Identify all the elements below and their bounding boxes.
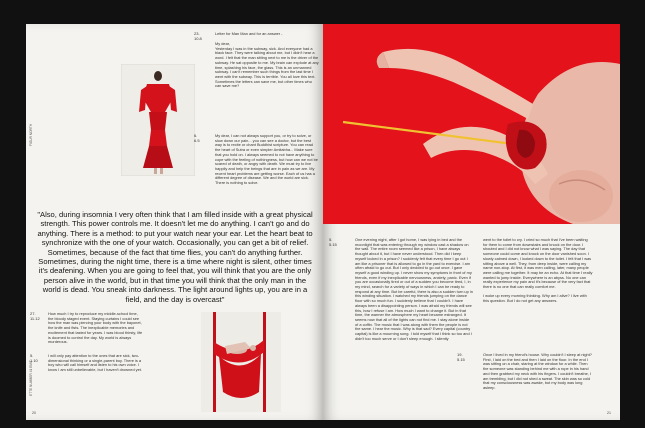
entry-number: 27. 11.12: [30, 311, 40, 321]
column-2-second-text: Once I lived in my friend's house. Why couldn't I sleep at night? First, I laid on the bed and then I laid on the floor. In the end I was sitting on a chair, staring at the window for a while. Then the someone was standing behind me with a rope in his hand and then grabbed my neck with his fingers. I couldn't breathe, I am trembling, but I did not shed a sweat. The skin was so cold that my consciousness was awake, but my body was long asleep.: [483, 352, 592, 390]
page-folio: 21: [607, 411, 611, 415]
side-label-top: FIGUR NORTH: [29, 123, 33, 146]
column-1-text: One evening night, after I got home, I was lying in bed and the moonlight that was entering through my window cast a shadow on the wall. The entire room seemed like a prison, I have always thought about it, but I have never understood. Then did I keep myself locked in a prison? I suddenly felt that every time I go out I am like a prisoner that is allowed to go in the yard to exercise. I am often afraid to go out. But I only decided to go out once. I gave myself a good winding up. I never show my symptoms in front of my friends, even if my inexplicable nervousness, anxiety, panic. Even if you are occasionally tired or out of a sudden you become tired, I, in my mind, search for a variety of ways in which I can be ready to respond at any time. But be careful, there is also a sudden turn up in this winding situation. I watched my friends jumping on the dance floor with so much fun. I suddenly believe that I couldn't. I have always been a disappointing person. I was afraid my friends will see this, how I refuse I am. How much I want to change it. But in that time, the warmer the atmosphere my heart became estranged. It seems now that all of the lights can not find me. I stay alone inside of a coffin. The music that I was along with them the people is not the same. I hear the music. Why is that sad? Every capital (country capital) is like a mourning song. I told myself that I think so too and I didn't too much serve or I don't sleep enough. I silently: [355, 237, 473, 341]
entry-number: 6. 6.5: [194, 133, 200, 143]
entry-number: 23. 10.8: [194, 31, 202, 41]
entry-number: 5. 5.15: [329, 237, 337, 247]
column-2-text: went to the toilet to cry. I cried so much that I've been waiting for them to come from downstairs and knock on the door. I shouted and I did not know what I was saying. The day that someone could come and knock on the door vanished soon. I slowly calmed down, I looked down to the toilet. I felt that I was sitting above a well. They, from deep inside, were calling my name non-stop. At first, it was men calling, later, many people were calling me together. It may be an echo. At that time I really wanted to jump inside. Everywhere is an abyss. No one can really experience my pain and it's because of the very fact that there is no one that can really comfort me. I woke up every morning thinking. Why am I alive? I live with this question. But I do not get any answers.: [483, 237, 593, 304]
page-folio: 20: [32, 411, 36, 415]
photo-aerial-performer: [201, 312, 281, 412]
entry-number: 5. 1.10: [30, 353, 38, 363]
bottom-block-text: How much I try to reproduce my middle-school time, the bloody staged event. Staying curtains I could see how the man was piercing your body with the bayonet, the knife and fists. The inexplicable memories and excitement that lasted for years. I was blood thirsty, life is doomed to control the day. My world is always murderous.: [48, 311, 143, 345]
letter-body: [215, 42, 319, 89]
left-page: [26, 24, 323, 420]
side-label-bottom: ETTE NUMBER 41 EMIT: [29, 360, 33, 396]
pull-quote: "Also, during insomnia I very often think that I am filled inside with a great physical strength. This power controls me. It doesn't let me do anything. I can't go and do anything. There is a method: to put your watch near your ear. Let the heart beat to synchronize with the one of your watch. Occasionally, you can get a bit of relief. Sometimes, because of the fact that time flies, you can't do anything further. Sometimes, during the night time, there is a time where night is silent, other times it's deafening. When you are going to feel that, you will think that you are the only person alive in the world, but in that time you will think that the only man in the world is dead. You sneak into darkness. The light around lights up, you are in a field, and the day is overcast": [37, 210, 313, 304]
photo-figure-on-red: [323, 24, 620, 224]
letter-second-text: My dear, I can not always support you, or try to solve, or slow down our pain... you can see a doctor, but the best way is to recite or chant Buddhist scripture. You can read the heart of Sutra or even simpler Amitabha... Make sure that you hold on. I always seemed to not have anything to cope with the feeling of nothingness, but how can we not be scared of death, or angry with death. We must try to live happily and help the beings that are in pain as we are. My recent heart problems are getting worse. Each of us has a different degree of disease. We and the world are sick. There is nothing to solve.: [215, 133, 318, 186]
photo-woman-in-red-dress: [121, 64, 195, 176]
letter-intro-text: My dear, Yesterday I was in the subway, sick. And everyone had a black face. They were talking about me, but I didn't hear a word. I felt that the man sitting next to me is the driver of the subway. He sat opposite to me. My brain can explode at any time, splashing his face, the glass. This is an unmanned subway. I can't remember such things from the last time I went with the subway. This is terrible. You all love this text. Sometimes the letters can save me, but other times who can save me?: [215, 41, 319, 89]
bottom-block-text: I will only pay attention to the ones that are sick, two-dimensional thinking or a single-parent boy. There is a boy who will call himself and listen to his own voice. I know I am still unbelievable, but I haven't drowned yet.: [48, 353, 142, 373]
right-page: [323, 24, 620, 420]
entry-number: 19. 5.15: [457, 352, 465, 362]
letter-heading-text: Letter for Man Man and for an answer -: [215, 31, 283, 36]
